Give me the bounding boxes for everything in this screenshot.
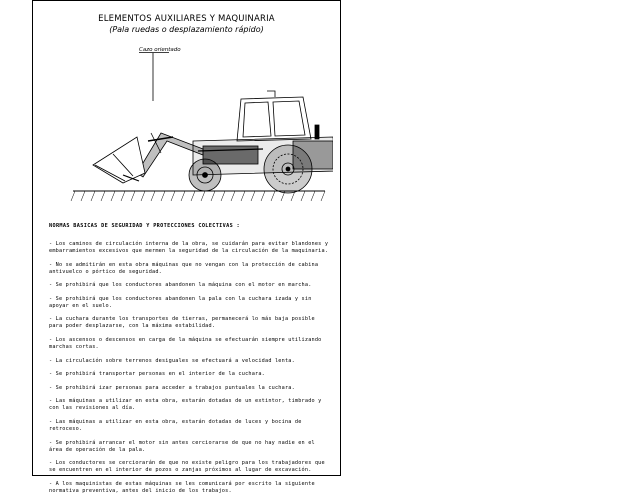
rule-item: - Los ascensos o descensos en carga de la máquina se efectuarán siempre utilizando marchas cortas. xyxy=(49,336,322,350)
rule-item: - Las máquinas a utilizar en esta obra, estarán dotadas de un extintor, timbrado y con las revisiones al día. xyxy=(49,398,322,412)
rear-wheel xyxy=(264,145,312,193)
rule-item: - A los maquinistas de estas máquinas se les comunicará por escrito la siguiente normativa preventiva, antes del inicio de los trabajos. xyxy=(49,480,315,494)
wheel-loader-drawing xyxy=(53,41,333,221)
rule-item: - La cuchara durante los transportes de tierras, permanecerá lo más baja posible para poder desplazarse, con la máxima estabilidad. xyxy=(49,316,315,330)
safety-rules-list xyxy=(49,241,331,501)
rule-item: - Se prohibirá que los conductores abandonen la máquina con el motor en marcha. xyxy=(49,282,312,289)
bucket-label: Cazo orientado xyxy=(139,47,181,53)
rule-item: - Los caminos de circulación interna de la obra, se cuidarán para evitar blandones y embarramientos excesivos que mermen la seguridad de la circulación de la maquinaria. xyxy=(49,241,329,254)
rule-item: - Las máquinas a utilizar en esta obra, estarán dotadas de luces y bocina de retroceso. xyxy=(49,418,302,432)
loader-bucket xyxy=(93,137,145,183)
rule-item: - No se admitirán en esta obra máquinas que no vengan con la protección de cabina antivuelco o pórtico de seguridad. xyxy=(49,261,319,275)
drawing-sheet xyxy=(32,0,341,494)
sheet-subtitle: (Pala ruedas o desplazamiento rápido) xyxy=(109,25,264,34)
normas-heading: NORMAS BASICAS DE SEGURIDAD Y PROTECCIONES COLECTIVAS : xyxy=(49,223,241,229)
rule-item: - La circulación sobre terrenos desiguales se efectuará a velocidad lenta. xyxy=(49,357,295,364)
sheet-title: ELEMENTOS AUXILIARES Y MAQUINARIA xyxy=(98,14,275,24)
rule-item: - Se prohibirá transportar personas en el interior de la cuchara. xyxy=(49,371,266,378)
rule-item: - Se prohibirá que los conductores abandonen la pala con la cuchara izada y sin apoyar en el suelo. xyxy=(49,295,312,309)
rule-item: - Los conductores se cerciorarán de que no existe peligro para los trabajadores que se encuentren en el interior de pozos o zanjas próximos al lugar de excavación. xyxy=(49,460,325,474)
rule-item: - Se prohibirá izar personas para acceder a trabajos puntuales la cuchara. xyxy=(49,384,295,391)
rule-item: - Se prohibirá arrancar el motor sin antes cerciorarse de que no hay nadie en el área de operación de la pala. xyxy=(49,439,315,453)
front-wheel xyxy=(189,159,221,191)
loader-cab xyxy=(237,91,311,141)
